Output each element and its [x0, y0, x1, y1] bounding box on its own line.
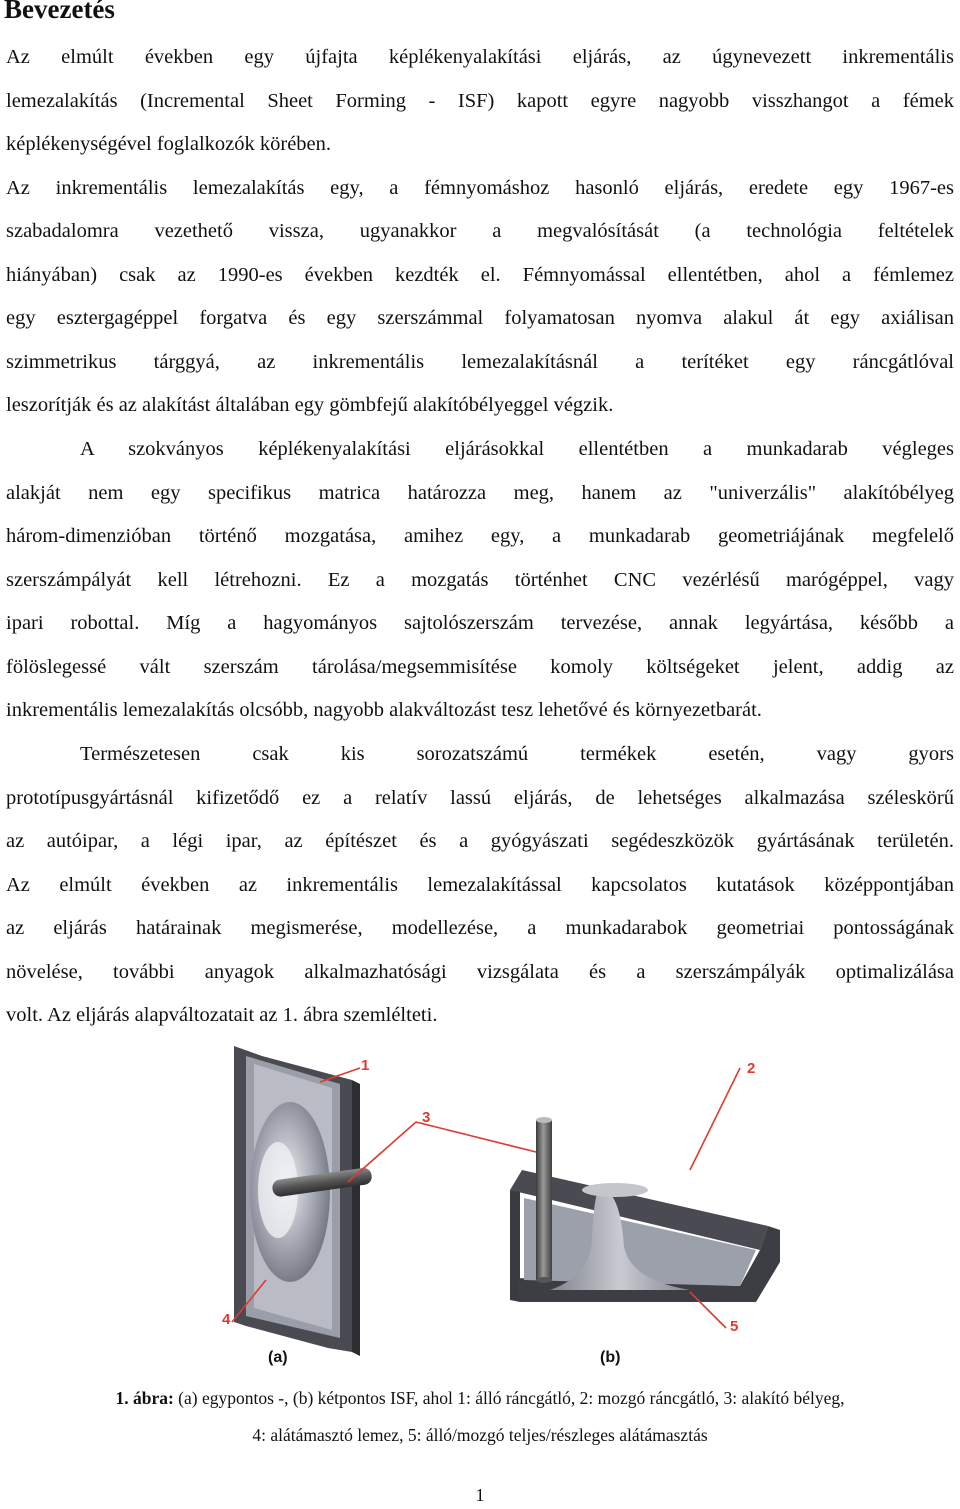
panel-label-b: (b): [600, 1349, 621, 1366]
panel-label-a: (a): [268, 1349, 288, 1366]
caption-text: (a) egypontos -, (b) kétpontos ISF, ahol 1: álló ráncgátló, 2: mozgó ráncgátló, 3: alakító bélyeg,: [173, 1388, 845, 1408]
text-line: három-dimenzióban történő mozgatása, amihez egy, a munkadarab geometriájának megfelelő: [6, 525, 954, 547]
text-line: inkrementális lemezalakítás olcsóbb, nagyobb alakváltozást tesz lehetővé és környezetbarát.: [6, 699, 762, 721]
text-line: volt. Az eljárás alapváltozatait az 1. ábra szemlélteti.: [6, 1004, 438, 1026]
figure-isf-illustration: [220, 1040, 780, 1370]
text-line: alakját nem egy specifikus matrica határozza meg, hanem az "univerzális" alakítóbélyeg: [6, 481, 954, 504]
text-line: A szokványos képlékenyalakítási eljárásokkal ellentétben a munkadarab végleges: [80, 438, 954, 460]
figure-caption-line-2: 4: alátámasztó lemez, 5: álló/mozgó teljes/részleges alátámasztás: [252, 1425, 708, 1445]
text-line: képlékenységével foglalkozók körében.: [6, 133, 332, 155]
text-line: növelése, további anyagok alkalmazhatósági vizsgálata és a szerszámpályák optimalizálása: [6, 960, 954, 983]
panel-b-drawing: [510, 1117, 780, 1302]
text-line: az autóipar, a légi ipar, az építészet és a gyógyászati segédeszközök gyártásának területén.: [6, 830, 954, 852]
caption-label: 1. ábra:: [115, 1388, 174, 1408]
callout-2: 2: [747, 1060, 756, 1077]
text-line: fölöslegessé vált szerszám tárolása/megsemmisítése komoly költségeket jelent, addig az: [6, 655, 954, 678]
panel-labels: [268, 1349, 620, 1366]
paragraph-1: [6, 36, 954, 428]
paragraph-3: [6, 733, 954, 1038]
callout-1: 1: [361, 1057, 370, 1074]
panel-a-drawing: [234, 1046, 373, 1356]
text-line: az eljárás határainak megismerése, modellezése, a munkadarabok geometriai pontosságának: [6, 917, 954, 939]
text-line: szimmetrikus tárggyá, az inkrementális lemezalakításnál a terítéket egy ráncgátlóval: [6, 350, 954, 373]
callout-3: 3: [422, 1109, 431, 1126]
text-line: hiányában) csak az 1990-es években kezdték el. Fémnyomással ellentétben, ahol a fémlemez: [6, 263, 954, 286]
paragraph-2: [6, 428, 954, 733]
text-line: szabadalomra vezethető vissza, ugyanakkor a megvalósítását (a technológia feltételek: [6, 220, 954, 242]
callout-4: 4: [222, 1311, 231, 1328]
page-number: 1: [475, 1485, 485, 1505]
text-line: lemezalakítás (Incremental Sheet Forming - ISF) kapott egyre nagyobb visszhangot a fémek: [6, 89, 954, 112]
text-line: Az elmúlt években egy újfajta képlékenyalakítási eljárás, az úgynevezett inkrementális: [6, 46, 954, 68]
text-line: Természetesen csak kis sorozatszámú termékek esetén, vagy gyors: [80, 743, 954, 765]
text-line: Az inkrementális lemezalakítás egy, a fémnyomáshoz hasonló eljárás, eredete egy 1967-es: [6, 176, 954, 199]
text-line: prototípusgyártásnál kifizetődő ez a relatív lassú eljárás, de lehetséges alkalmazása széleskörű: [6, 786, 954, 809]
text-line: szerszámpályát kell létrehozni. Ez a mozgatás történhet CNC vezérlésű marógéppel, vagy: [6, 568, 954, 591]
text-line: leszorítják és az alakítást általában egy gömbfejű alakítóbélyeggel végzik.: [6, 394, 614, 416]
figure-drawing: [220, 1040, 780, 1370]
figure-caption-line-1: [0, 1380, 960, 1417]
callout-5: 5: [730, 1318, 739, 1335]
text-line: egy esztergagéppel forgatva és egy szerszámmal folyamatosan nyomva alakul át egy axiálisan: [6, 307, 954, 329]
text-line: ipari robottal. Míg a hagyományos sajtolószerszám tervezése, annak legyártása, később a: [6, 612, 954, 634]
section-heading: Bevezetés: [4, 0, 115, 24]
text-line: Az elmúlt években az inkrementális lemezalakítással kapcsolatos kutatások középpontjában: [6, 873, 954, 896]
